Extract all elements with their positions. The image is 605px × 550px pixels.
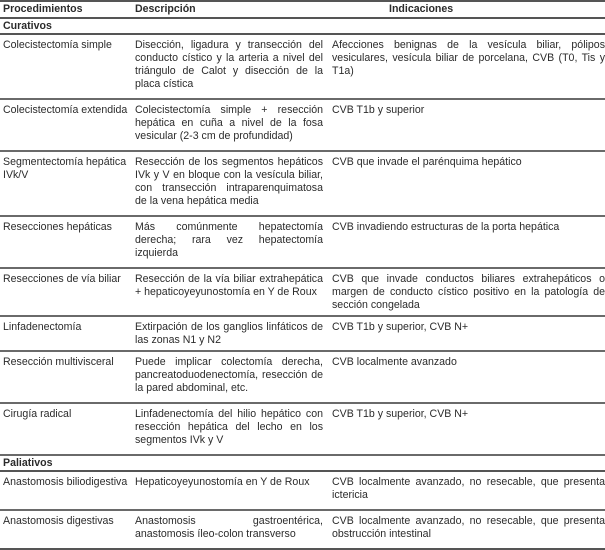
description-cell: Linfadenectomía del hilio hepático con resección hepática del lecho en los segmentos IVk y V — [132, 403, 329, 455]
procedure-cell: Resecciones hepáticas — [0, 216, 132, 268]
description-cell: Resección de la vía biliar extrahepática + hepaticoyeyunostomía en Y de Roux — [132, 268, 329, 316]
section-row-paliativos — [0, 455, 605, 471]
description-cell: Disección, ligadura y transección del conducto cístico y la arteria a nivel del triángulo de Calot y disección de la placa cística — [132, 34, 329, 99]
indication-cell: CVB localmente avanzado, no resecable, que presenta ictericia — [329, 471, 605, 510]
procedure-cell: Anastomosis digestivas — [0, 510, 132, 549]
column-header-indicaciones: Indicaciones — [329, 1, 605, 18]
indication-cell: CVB T1b y superior, CVB N+ — [329, 403, 605, 455]
table-row — [0, 99, 605, 151]
indication-cell: CVB invadiendo estructuras de la porta hepática — [329, 216, 605, 268]
description-cell: Más comúnmente hepatectomía derecha; rara vez hepatectomía izquierda — [132, 216, 329, 268]
procedure-cell: Cirugía radical — [0, 403, 132, 455]
description-cell: Colecistectomía simple + resección hepática en cuña a nivel de la fosa vesicular (2-3 cm de profundidad) — [132, 99, 329, 151]
description-cell: Puede implicar colectomía derecha, pancreatoduodenectomía, resección de la pared abdominal, etc. — [132, 351, 329, 403]
table-row — [0, 216, 605, 268]
description-cell: Resección de los segmentos hepáticos IVk y V en bloque con la vesícula biliar, con transección intraparenquimatosa de la vena hepática media — [132, 151, 329, 216]
table-row — [0, 351, 605, 403]
indication-cell: CVB localmente avanzado, no resecable, que presenta obstrucción intestinal — [329, 510, 605, 549]
table-row — [0, 316, 605, 351]
table-row — [0, 471, 605, 510]
section-row-curativos — [0, 18, 605, 34]
column-header-descripcion: Descripción — [132, 1, 329, 18]
description-cell: Hepaticoyeyunostomía en Y de Roux — [132, 471, 329, 510]
procedure-cell: Segmentectomía hepática IVk/V — [0, 151, 132, 216]
procedure-cell: Resecciones de vía biliar — [0, 268, 132, 316]
indication-cell: CVB T1b y superior, CVB N+ — [329, 316, 605, 351]
procedure-cell: Linfadenectomía — [0, 316, 132, 351]
table-row — [0, 34, 605, 99]
indication-cell: CVB que invade el parénquima hepático — [329, 151, 605, 216]
procedure-cell: Colecistectomía simple — [0, 34, 132, 99]
table-row — [0, 510, 605, 549]
indication-cell: Afecciones benignas de la vesícula biliar, pólipos vesiculares, vesícula biliar de porcelana, CVB (T0, Tis y T1a) — [329, 34, 605, 99]
procedure-cell: Resección multivisceral — [0, 351, 132, 403]
description-cell: Anastomosis gastroentérica, anastomosis íleo-colon transverso — [132, 510, 329, 549]
procedure-cell: Anastomosis biliodigestiva — [0, 471, 132, 510]
table-header-row — [0, 1, 605, 18]
table-row — [0, 151, 605, 216]
procedure-cell: Colecistectomía extendida — [0, 99, 132, 151]
description-cell: Extirpación de los ganglios linfáticos de las zonas N1 y N2 — [132, 316, 329, 351]
indication-cell: CVB que invade conductos biliares extrahepáticos o margen de conducto cístico positivo en la patología de sección congelada — [329, 268, 605, 316]
indication-cell: CVB T1b y superior — [329, 99, 605, 151]
column-header-procedimientos: Procedimientos — [0, 1, 132, 18]
table-row — [0, 268, 605, 316]
section-title: Paliativos — [0, 455, 605, 471]
table-row — [0, 403, 605, 455]
section-title: Curativos — [0, 18, 605, 34]
indication-cell: CVB localmente avanzado — [329, 351, 605, 403]
